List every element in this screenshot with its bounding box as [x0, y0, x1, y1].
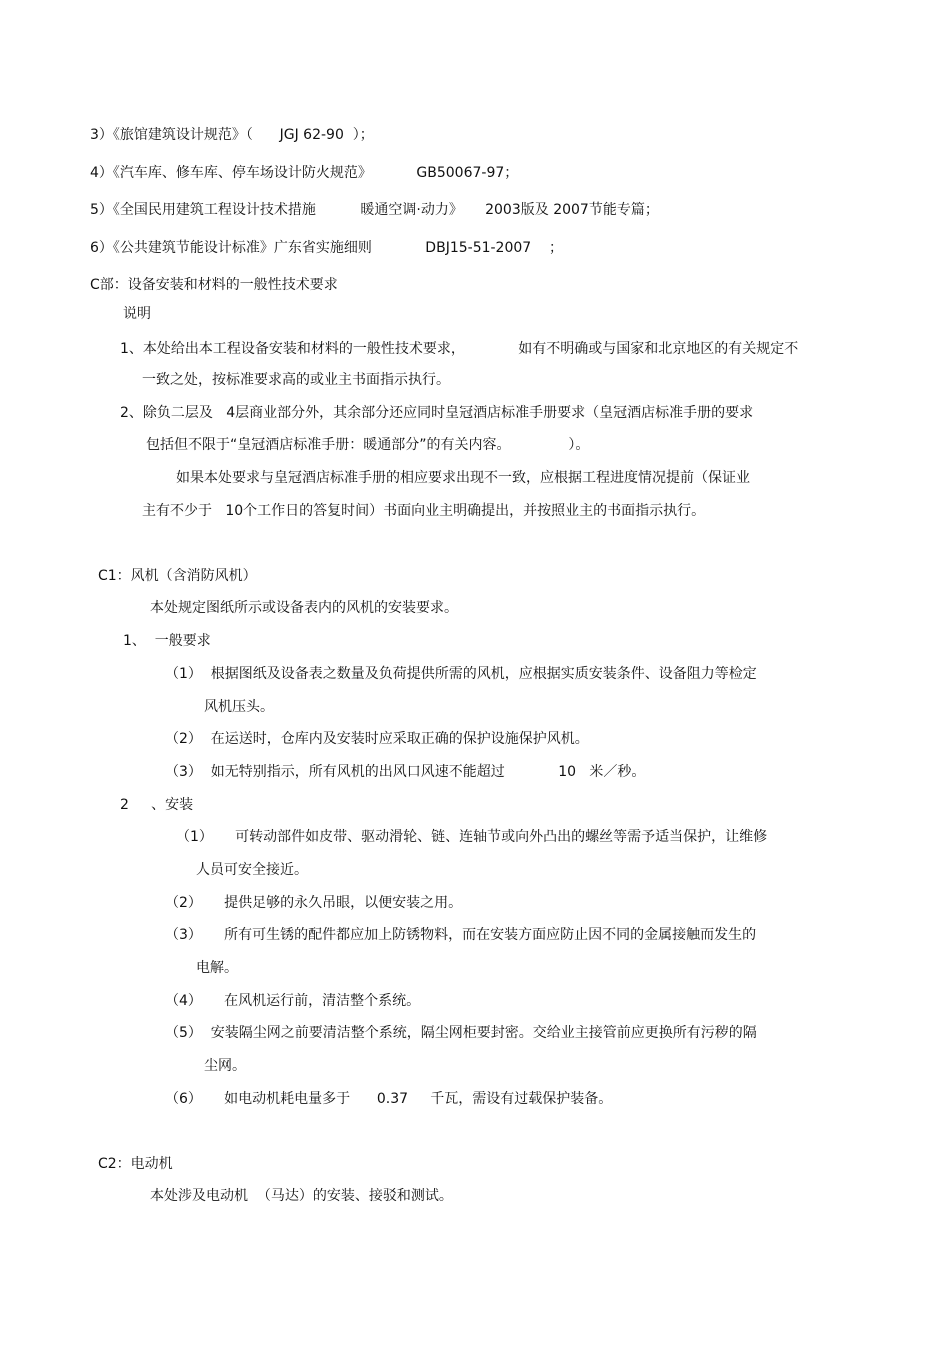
list-item: （6） 如电动机耗电量多于 0.37 千瓦，需设有过载保护装备。	[165, 1091, 613, 1107]
subsection-heading: 2 、安装	[120, 797, 194, 813]
reference-item: 5）《全国民用建筑工程设计技术措施 暖通空调·动力》 2003版及 2007节能专篇；	[90, 202, 659, 218]
list-item-continuation: 风机压头。	[204, 699, 274, 715]
list-item: （1） 可转动部件如皮带、驱动滑轮、链、连轴节或向外凸出的螺丝等需予适当保护，让维修	[176, 829, 768, 845]
section-heading: C2：电动机	[98, 1156, 173, 1172]
section-subheading: 说明	[123, 306, 151, 322]
list-item: （1） 根据图纸及设备表之数量及负荷提供所需的风机，应根据实质安装条件、设备阻力等检定	[165, 666, 757, 682]
list-item: （3） 如无特别指示，所有风机的出风口风速不能超过 10 米／秒。	[165, 764, 646, 780]
list-item-continuation: 尘网。	[204, 1058, 246, 1074]
list-item: （4） 在风机运行前，清洁整个系统。	[165, 993, 421, 1009]
list-item: （2） 在运送时，仓库内及安装时应采取正确的保护设施保护风机。	[165, 731, 589, 747]
paragraph-line: 1、本处给出本工程设备安装和材料的一般性技术要求， 如有不明确或与国家和北京地区的有关规定不	[120, 341, 799, 357]
reference-item: 4）《汽车库、修车库、停车场设计防火规范》 GB50067-97；	[90, 165, 519, 181]
list-item: （5） 安装隔尘网之前要清洁整个系统，隔尘网柜要封密。交给业主接管前应更换所有污秽的隔	[165, 1025, 757, 1041]
paragraph-line: 一致之处，按标准要求高的或业主书面指示执行。	[142, 372, 450, 388]
section-heading: C1：风机（含消防风机）	[98, 568, 257, 584]
section-heading: C部：设备安装和材料的一般性技术要求	[90, 277, 338, 293]
paragraph-line: 本处涉及电动机 （马达）的安装、接驳和测试。	[150, 1188, 453, 1204]
paragraph-line: 如果本处要求与皇冠酒店标准手册的相应要求出现不一致，应根据工程进度情况提前（保证业	[176, 470, 750, 486]
list-item: （2） 提供足够的永久吊眼，以便安装之用。	[165, 895, 463, 911]
paragraph-line: 包括但不限于“皇冠酒店标准手册：暖通部分”的有关内容。 ）。	[146, 437, 590, 453]
paragraph-line: 主有不少于 10个工作日的答复时间）书面向业主明确提出，并按照业主的书面指示执行。	[142, 503, 706, 519]
paragraph-line: 本处规定图纸所示或设备表内的风机的安装要求。	[150, 600, 458, 616]
list-item-continuation: 电解。	[196, 960, 238, 976]
paragraph-line: 2、除负二层及 4层商业部分外，其余部分还应同时皇冠酒店标准手册要求（皇冠酒店标准手册的要求	[120, 405, 754, 421]
reference-item: 6）《公共建筑节能设计标准》广东省实施细则 DBJ15-51-2007 ；	[90, 240, 563, 256]
list-item-continuation: 人员可安全接近。	[196, 862, 308, 878]
reference-item: 3）《旅馆建筑设计规范》（ JGJ 62-90 ）；	[90, 127, 374, 143]
list-item: （3） 所有可生锈的配件都应加上防锈物料，而在安装方面应防止因不同的金属接触而发生的	[165, 927, 757, 943]
subsection-heading: 1、 一般要求	[123, 633, 211, 649]
